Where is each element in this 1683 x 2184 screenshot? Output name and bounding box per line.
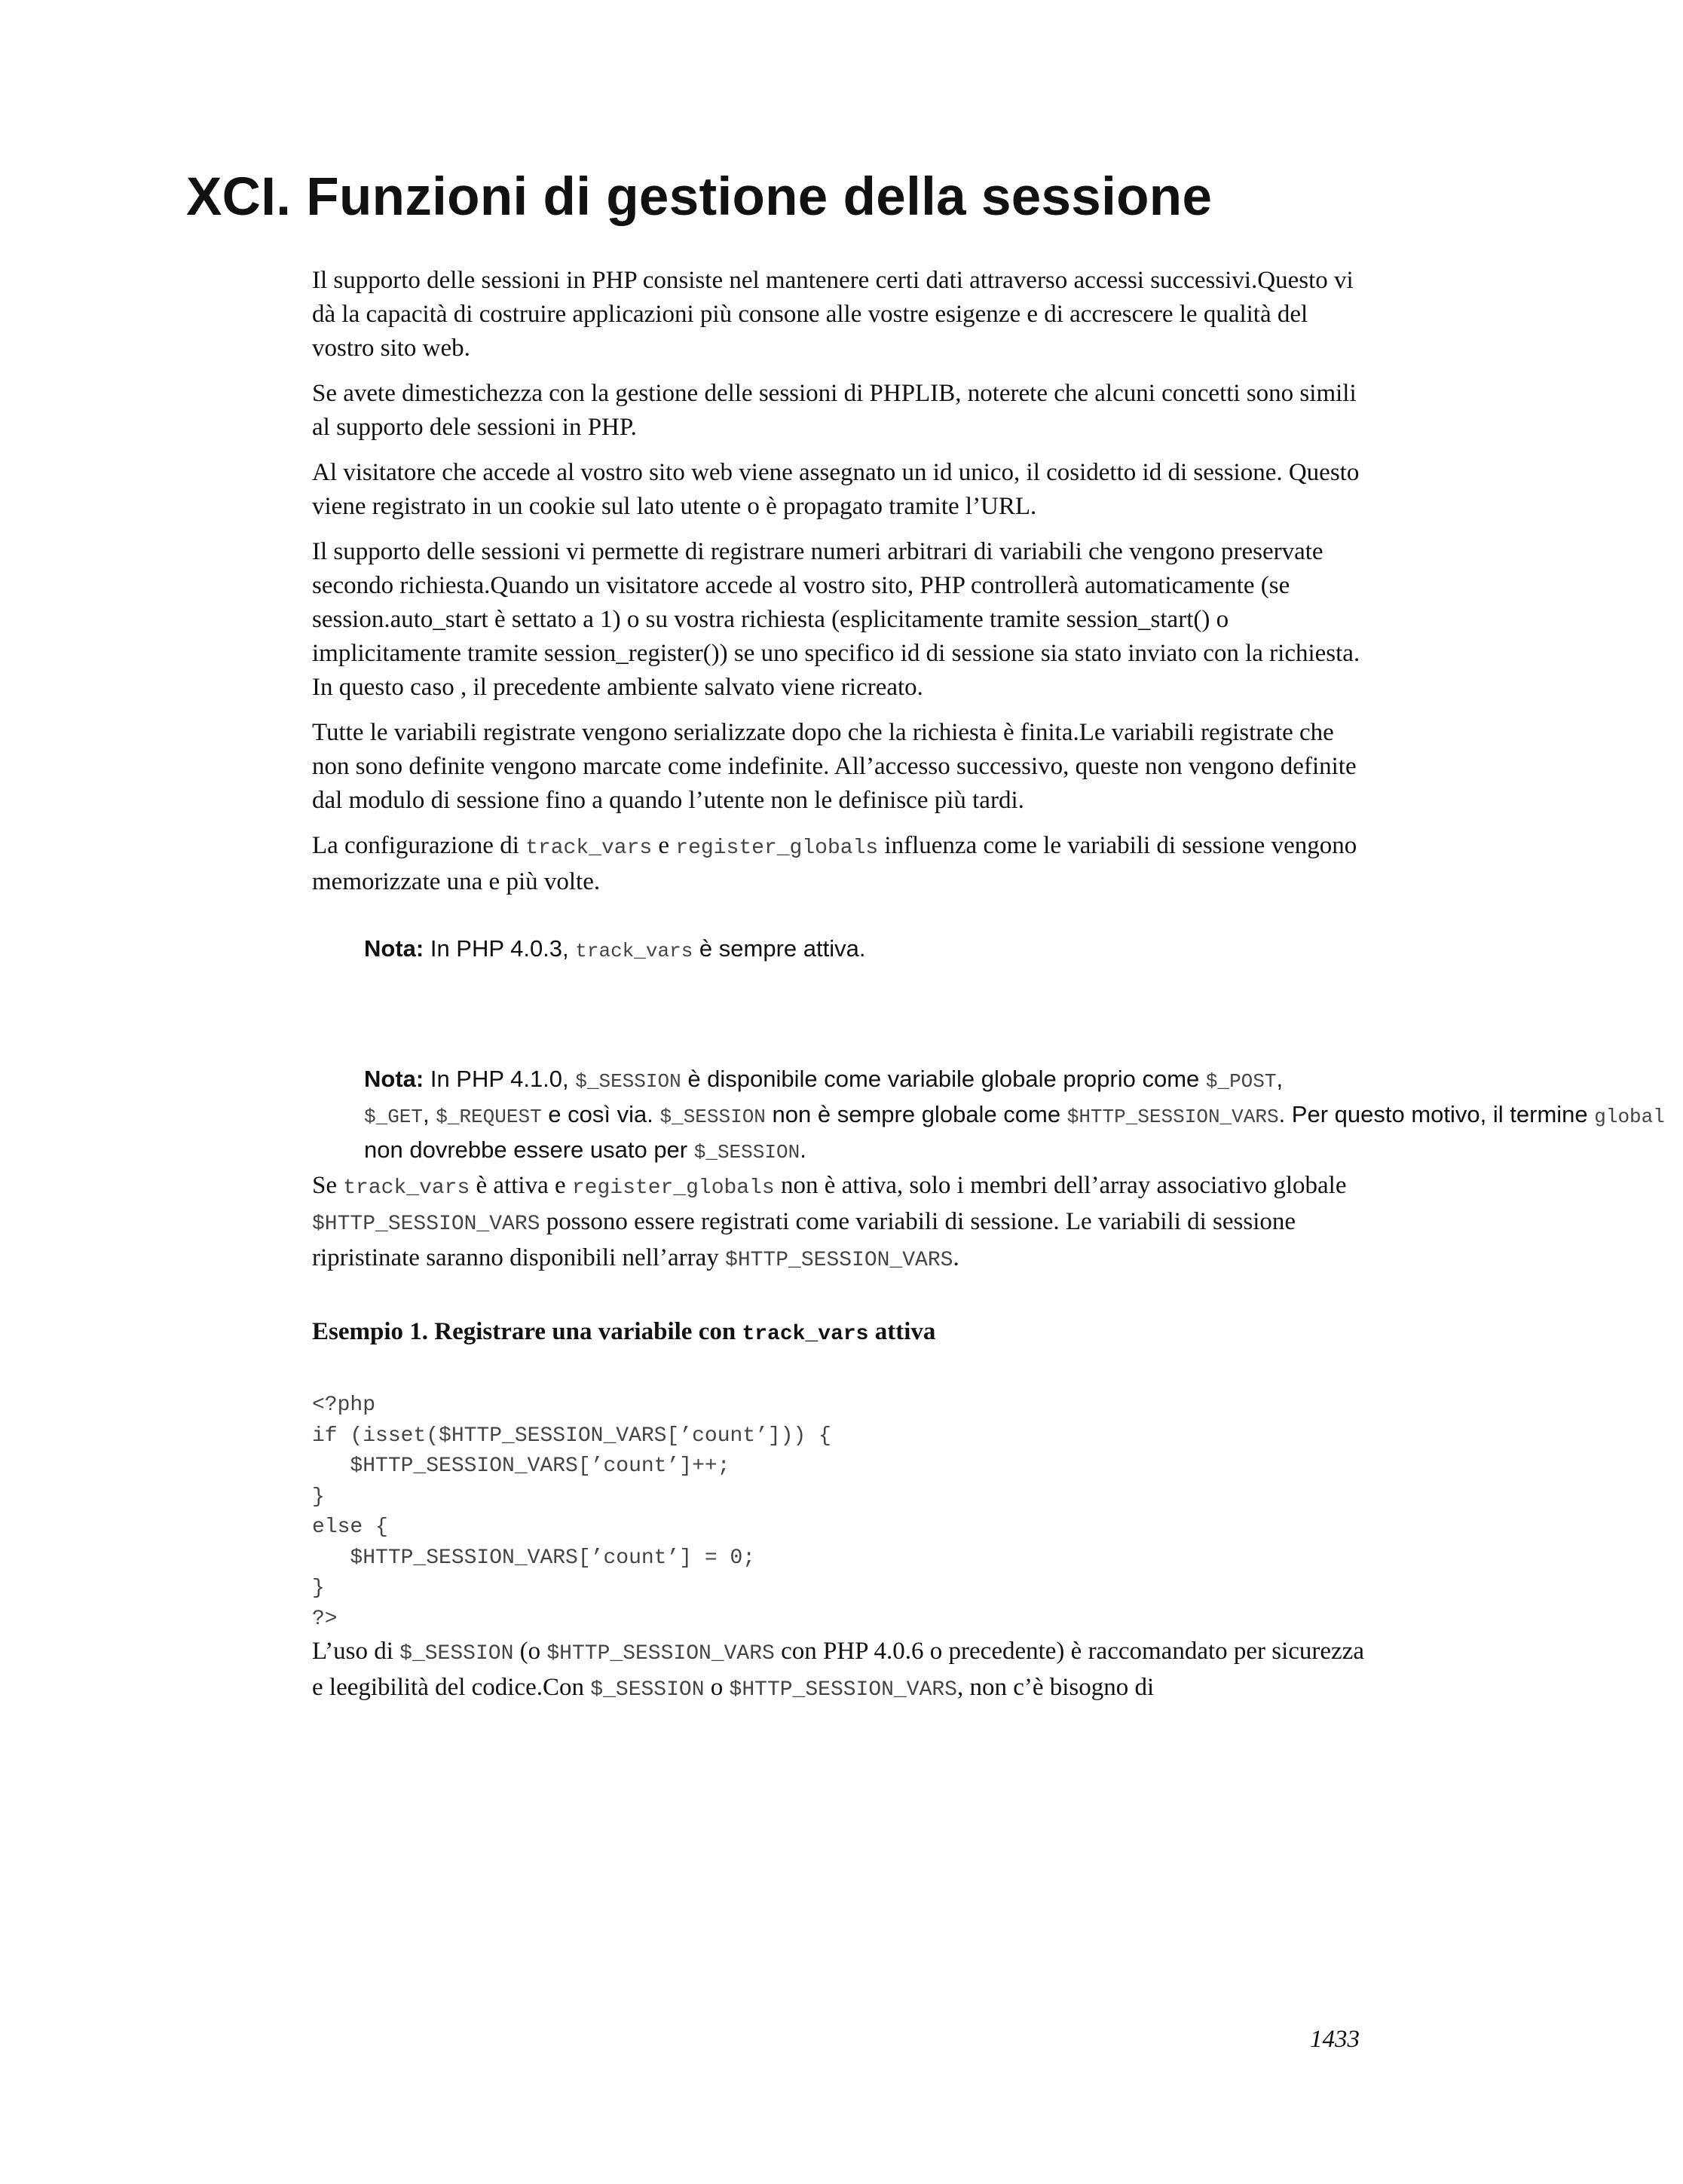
inline-code: $_POST [1205,1070,1277,1093]
inline-code: $_REQUEST [436,1106,542,1128]
inline-code: $_SESSION [399,1642,514,1666]
paragraph-configuration: La configurazione di track_vars e register_globals influenza come le variabili di sessione vengono memorizzate una e più volte. [312,832,1357,895]
inline-code: $_SESSION [590,1678,705,1702]
page-number: 1433 [1310,2026,1360,2053]
paragraph-intro: Il supporto delle sessioni in PHP consiste nel mantenere certi dati attraverso accessi successivi.Questo vi dà la capacità di costruire applicazioni più consone alle vostre esigenze e di accrescere le qualità del vostro sito web. [312,267,1354,362]
inline-code: $_SESSION [575,1070,681,1093]
inline-code: $HTTP_SESSION_VARS [729,1678,957,1702]
paragraph-session-usage: L’uso di $_SESSION (o $HTTP_SESSION_VARS con PHP 4.0.6 o precedente) è raccomandato per sicurezza e leegibilità del codice.Con $_SESSION o $HTTP_SESSION_VARS, non c’è bisogno di [312,1638,1364,1702]
inline-code: register_globals [675,837,879,860]
inline-code: $HTTP_SESSION_VARS [725,1249,953,1272]
inline-code: global [1594,1106,1665,1128]
inline-code: track_vars [575,940,693,962]
example-title: Esempio 1. Registrare una variabile con track_vars attiva [312,1318,936,1346]
inline-code: register_globals [571,1176,775,1200]
inline-code: $HTTP_SESSION_VARS [1066,1106,1279,1128]
inline-code: $HTTP_SESSION_VARS [312,1213,540,1236]
paragraph-serialization: Tutte le variabili registrate vengono serializzate dopo che la richiesta è finita.Le variabili registrate che non sono definite vengono marcate come indefinite. All’accesso successivo, queste non vengono definite dal modulo di sessione fino a quando l’utente non le definisce più tardi. [312,719,1357,814]
inline-code: $_SESSION [693,1141,800,1164]
inline-code: $_SESSION [659,1106,766,1128]
chapter-body [312,264,1665,1718]
inline-code: track_vars [343,1176,470,1200]
inline-code: $_GET [364,1106,424,1128]
paragraph-registering: Il supporto delle sessioni vi permette di registrare numeri arbitrari di variabili che vengono preservate secondo richiesta.Quando un visitatore accede al vostro sito, PHP controllerà automaticamente (se session.auto_start è settato a 1) o su vostra richiesta (esplicitamente tramite session_start() o implicitamente tramite session_register()) se uno specifico id di sessione sia stato inviato con la richiesta. In questo caso , il precedente ambiente salvato viene ricreato. [312,538,1360,701]
chapter-title: XCI. Funzioni di gestione della sessione [186,167,1213,227]
inline-code: track_vars [525,837,653,860]
note-track-vars: Nota: In PHP 4.0.3, track_vars è sempre attiva. [364,935,866,962]
inline-code: track_vars [742,1323,869,1346]
paragraph-session-id: Al visitatore che accede al vostro sito web viene assegnato un id unico, il cosidetto id di sessione. Questo viene registrato in un cookie sul lato utente o è propagato tramite l’URL. [312,459,1360,520]
note-label: Nota: [364,1066,424,1092]
note-label: Nota: [364,935,424,962]
inline-code: $HTTP_SESSION_VARS [546,1642,775,1666]
code-example: <?php if (isset($HTTP_SESSION_VARS[’count’])) { $HTTP_SESSION_VARS[’count’]++; } else { $HTTP_SESSION_VARS[’count’] = 0; } ?> [312,1393,831,1631]
paragraph-phplib: Se avete dimestichezza con la gestione delle sessioni di PHPLIB, noterete che alcuni concetti sono simili al supporto dele sessioni in PHP. [312,380,1357,441]
paragraph-track-vars-active: Se track_vars è attiva e register_globals non è attiva, solo i membri dell’array associativo globale $HTTP_SESSION_VARS possono essere registrati come variabili di sessione. Le variabili di sessione ripristinate saranno disponibili nell’array $HTTP_SESSION_VARS. [312,1172,1347,1272]
note-session-superglobal: Nota: In PHP 4.1.0, $_SESSION è disponibile come variabile globale proprio come $_POST, $_GET, $_REQUEST e così via. $_SESSION non è sempre globale come $HTTP_SESSION_VARS. Per questo motivo, il termine global non dovrebbe essere usato per $_SESSION. [364,1066,1665,1164]
